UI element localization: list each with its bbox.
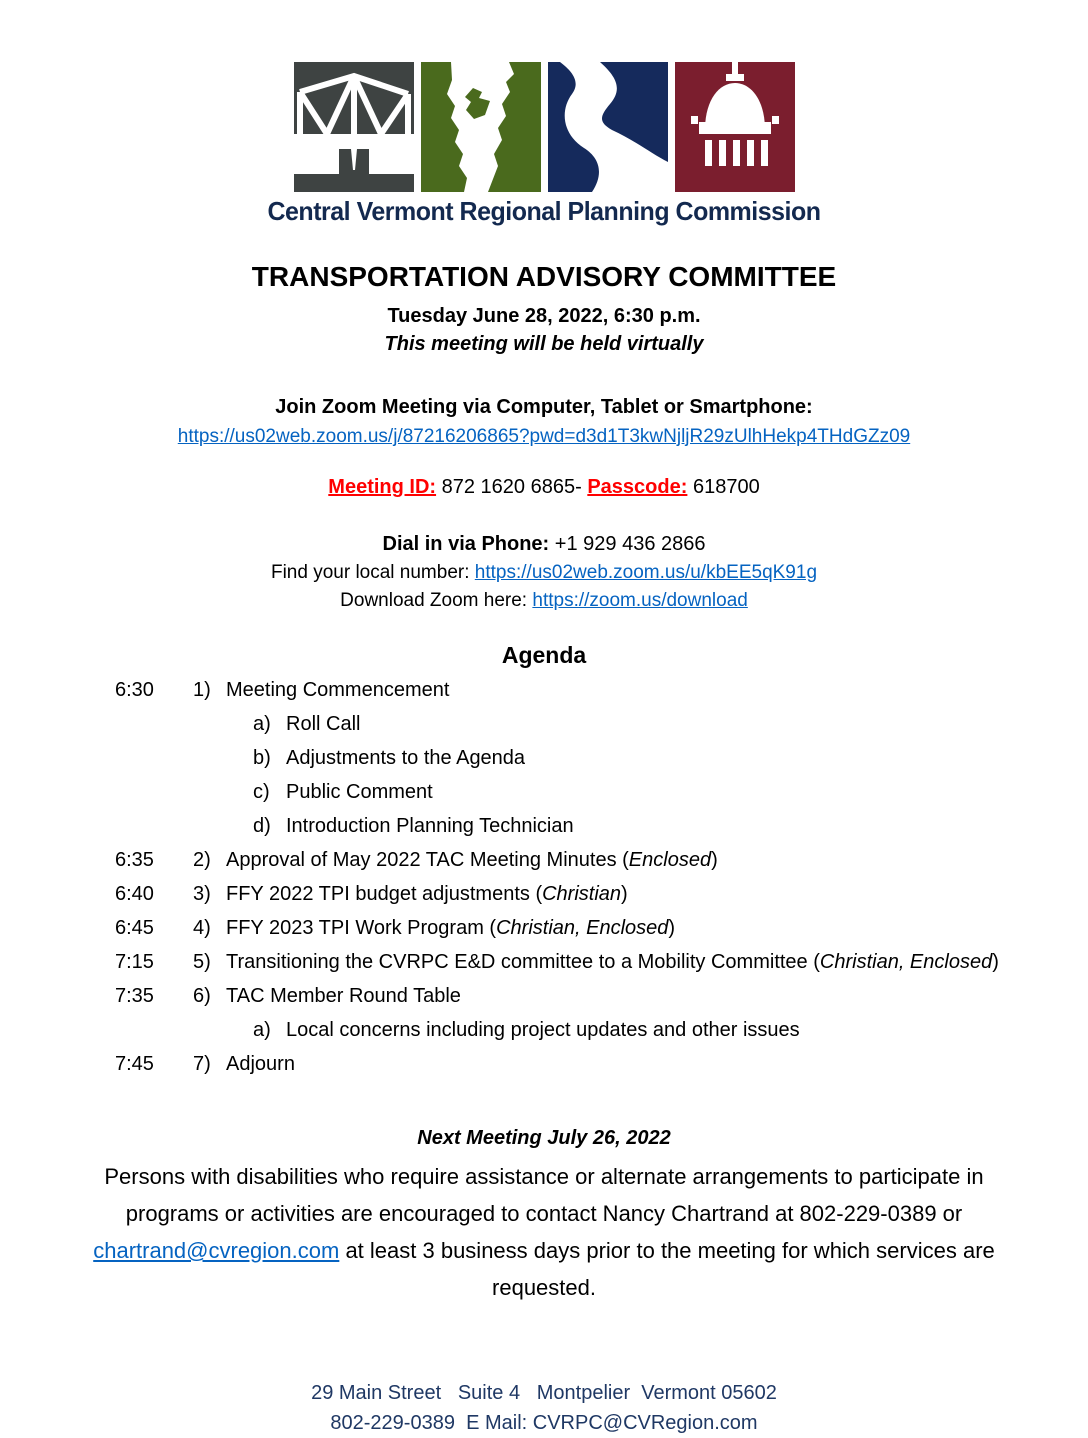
footer	[0, 1378, 1088, 1438]
agenda-item-marker: 5)	[193, 951, 211, 973]
agenda-text-segment: )	[621, 883, 628, 905]
agenda-text-segment: Introduction Planning Technician	[286, 815, 574, 837]
agenda-subitem	[0, 747, 1088, 781]
agenda-text-segment: Christian, Enclosed	[819, 951, 993, 973]
agenda-item-marker: 4)	[193, 917, 211, 939]
dial-in-number: +1 929 436 2866	[554, 533, 706, 555]
cvrpc-logo	[0, 62, 1088, 227]
agenda-text-segment: Enclosed	[628, 849, 712, 871]
agenda-list	[0, 679, 1088, 1087]
agenda-item-text	[226, 917, 1088, 940]
agenda-item	[0, 679, 1088, 713]
agenda-item-marker: a)	[253, 1019, 271, 1041]
agenda-text-segment: FFY 2023 TPI Work Program (	[226, 917, 497, 939]
agenda-item-marker: b)	[253, 747, 271, 769]
agenda-item-text	[286, 1019, 1088, 1042]
agenda-item-time: 6:40	[115, 883, 154, 905]
agenda-text-segment: Adjustments to the Agenda	[286, 747, 526, 769]
agenda-text-segment: Roll Call	[286, 713, 361, 735]
agenda-item	[0, 1053, 1088, 1087]
dial-in-label: Dial in via Phone:	[382, 533, 550, 555]
logo-wordmark: Central Vermont Regional Planning Commission	[267, 196, 821, 226]
river-icon	[548, 62, 668, 192]
agenda-item-text	[286, 713, 1088, 736]
agenda-item	[0, 985, 1088, 1019]
capitol-dome-icon	[675, 62, 795, 192]
next-meeting-note: Next Meeting July 26, 2022	[417, 1127, 671, 1149]
agenda-text-segment: Adjourn	[226, 1053, 295, 1075]
agenda-item-text	[286, 815, 1088, 838]
agenda-item	[0, 951, 1088, 985]
agenda-text-segment: TAC Member Round Table	[226, 985, 461, 1007]
agenda-item-text	[226, 951, 1088, 974]
agenda-item-text	[286, 747, 1088, 770]
download-zoom-label: Download Zoom here:	[340, 590, 528, 611]
join-zoom-link[interactable]: https://us02web.zoom.us/j/87216206865?pwd=d3d1T3kwNjljR29zUlhHekp4THdGZz09	[177, 426, 911, 447]
page-title: TRANSPORTATION ADVISORY COMMITTEE	[251, 261, 837, 292]
agenda-item-text	[226, 849, 1088, 872]
agenda-item-marker: 7)	[193, 1053, 211, 1075]
passcode-value: 618700	[692, 476, 760, 498]
agenda-heading: Agenda	[501, 642, 587, 668]
agenda-subitem	[0, 781, 1088, 815]
footer-address: 29 Main Street Suite 4 Montpelier Vermont 05602	[311, 1382, 777, 1404]
agenda-text-segment: )	[711, 849, 718, 871]
agenda-text-segment: Christian, Enclosed	[496, 917, 669, 939]
agenda-text-segment: Christian	[542, 883, 622, 905]
local-number-link[interactable]: https://us02web.zoom.us/u/kbEE5qK91g	[474, 562, 818, 583]
agenda-text-segment: )	[668, 917, 676, 939]
meeting-datetime: Tuesday June 28, 2022, 6:30 p.m.	[387, 305, 701, 327]
meeting-id-label: Meeting ID:	[328, 476, 437, 498]
agenda-item-time: 7:45	[115, 1053, 154, 1075]
agenda-item-marker: 6)	[193, 985, 211, 1007]
dial-in-line	[0, 533, 1088, 556]
agenda-item	[0, 917, 1088, 951]
agenda-item-time: 7:35	[115, 985, 154, 1007]
download-zoom-link[interactable]: https://zoom.us/download	[532, 590, 748, 611]
agenda-subitem	[0, 1019, 1088, 1053]
agenda-item-time: 6:35	[115, 849, 154, 871]
agenda-text-segment: Approval of May 2022 TAC Meeting Minutes (	[226, 849, 629, 871]
join-url-line	[0, 426, 1088, 448]
agenda-item-marker: a)	[253, 713, 271, 735]
bridge-icon	[294, 62, 414, 192]
passcode-label: Passcode:	[587, 476, 688, 498]
logo-tiles	[0, 62, 1088, 192]
agenda-item-marker: c)	[253, 781, 270, 803]
accessibility-text-segment: at least 3 business days prior to the meeting for which services are requested.	[339, 1238, 995, 1300]
join-zoom-heading: Join Zoom Meeting via Computer, Tablet or Smartphone:	[275, 396, 813, 418]
accessibility-note	[64, 1158, 1024, 1306]
agenda-item-time: 6:30	[115, 679, 154, 701]
agenda-item-time: 6:45	[115, 917, 154, 939]
agenda-item-text	[226, 883, 1088, 906]
agenda-item-text	[226, 985, 1088, 1008]
agenda-item	[0, 883, 1088, 917]
local-number-line	[0, 562, 1088, 584]
agenda-text-segment: Public Comment	[286, 781, 433, 803]
agenda-item-marker: 2)	[193, 849, 211, 871]
agenda-text-segment: Local concerns including project updates and other issues	[286, 1019, 800, 1041]
agenda-text-segment: Meeting Commencement	[226, 679, 450, 701]
agenda-item-marker: 3)	[193, 883, 211, 905]
agenda-item	[0, 849, 1088, 883]
agenda-text-segment: )	[992, 951, 999, 973]
local-number-label: Find your local number:	[270, 562, 470, 583]
meeting-id-line	[0, 476, 1088, 499]
meeting-id-value: 872 1620 6865-	[441, 476, 582, 498]
agenda-item-text	[286, 781, 1088, 804]
agenda-subitem	[0, 815, 1088, 849]
vermont-map-icon	[421, 62, 541, 192]
accessibility-text-segment: Persons with disabilities who require assistance or alternate arrangements to participate in programs or activities are encouraged to contact Nancy Chartrand at 802-229-0389 or	[104, 1164, 984, 1226]
agenda-item-marker: d)	[253, 815, 271, 837]
email-link[interactable]: chartrand@cvregion.com	[93, 1238, 340, 1263]
agenda-item-marker: 1)	[193, 679, 211, 701]
virtual-note: This meeting will be held virtually	[384, 333, 704, 355]
footer-contact: 802-229-0389 E Mail: CVRPC@CVRegion.com	[330, 1412, 758, 1434]
agenda-item-text	[226, 1053, 1088, 1076]
agenda-item-time: 7:15	[115, 951, 154, 973]
agenda-text-segment: FFY 2022 TPI budget adjustments (	[226, 883, 543, 905]
agenda-text-segment: Transitioning the CVRPC E&D committee to a Mobility Committee (	[226, 951, 820, 973]
agenda-subitem	[0, 713, 1088, 747]
download-zoom-line	[0, 590, 1088, 612]
agenda-item-text	[226, 679, 1088, 702]
